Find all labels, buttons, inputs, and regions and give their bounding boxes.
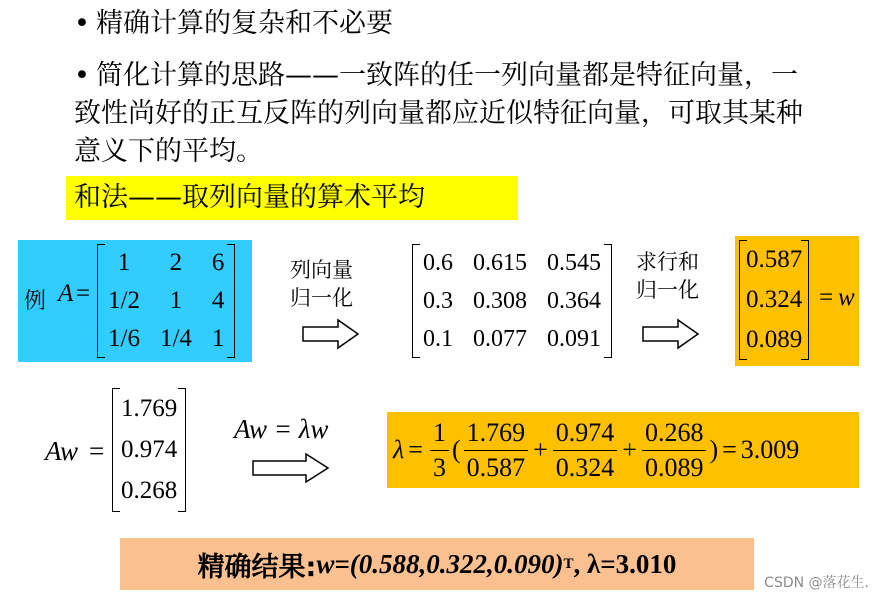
lambda-symbol: λ [393, 435, 405, 464]
ratio-den: 0.587 [466, 452, 526, 482]
lambda-formula-box [387, 412, 859, 488]
w-name: w [838, 284, 855, 311]
ratio-fraction [464, 416, 529, 485]
matrix-A-cell: 1 [169, 287, 183, 314]
example-matrix-box [18, 240, 252, 362]
ratio-num: 1.769 [464, 416, 529, 451]
bullet-2-line-1: 简化计算的思路——一致阵的任一列向量都是特征向量，一 [96, 60, 798, 91]
norm-cell: 0.3 [423, 287, 453, 314]
norm-cell: 0.091 [547, 325, 601, 352]
exact-result-box [120, 538, 754, 590]
matrix-A-cell: 1 [211, 325, 225, 352]
equals-sign: = [722, 435, 737, 464]
norm-cell: 0.077 [473, 325, 527, 352]
right-arrow-icon [302, 318, 360, 350]
equals-sign: = [76, 280, 91, 307]
bullet-dot: • [74, 8, 90, 39]
coef-num: 1 [430, 416, 449, 451]
eigen-equation: Aw = λw [234, 414, 329, 444]
bullet-1 [74, 5, 393, 43]
close-paren: ) [709, 435, 719, 464]
ratio-num: 0.974 [553, 416, 618, 451]
w-cell: 0.089 [746, 326, 803, 353]
open-paren: ( [451, 435, 461, 464]
equals-sign: = [408, 435, 423, 464]
exact-result-w: w=(0.588,0.322,0.090) [316, 548, 564, 579]
w-vector [739, 240, 809, 360]
bullet-1-text: 精确计算的复杂和不必要 [96, 8, 393, 39]
step1-label-line-2: 归一化 [290, 286, 353, 310]
w-vector-box [735, 236, 859, 366]
ratio-den: 0.089 [644, 452, 704, 482]
plus-sign: + [622, 435, 637, 464]
right-arrow-icon [252, 452, 330, 484]
norm-cell: 0.308 [473, 287, 527, 314]
norm-cell: 0.615 [473, 249, 527, 276]
step1-label [290, 256, 353, 312]
bullet-2-line-3: 意义下的平均。 [74, 136, 263, 167]
Aw-vector [112, 388, 186, 512]
right-arrow-icon [642, 318, 700, 350]
matrix-A-cell: 1/6 [108, 325, 140, 352]
matrix-A-cell: 2 [169, 249, 183, 276]
matrix-A-name: A [58, 280, 74, 307]
exact-result-lambda: , λ=3.010 [573, 548, 677, 579]
w-cell: 0.587 [746, 246, 803, 273]
Aw-cell: 0.974 [121, 435, 178, 463]
step2-label [636, 248, 699, 304]
w-cell: 0.324 [746, 286, 803, 313]
bullet-2 [74, 57, 874, 171]
matrix-A-cell: 1/2 [108, 287, 140, 314]
lambda-result: 3.009 [740, 435, 800, 464]
Aw-cell: 1.769 [121, 394, 178, 422]
coef-fraction [430, 416, 449, 485]
matrix-A-cell: 6 [211, 249, 225, 276]
exact-result-sup: T [563, 555, 574, 572]
step2-label-line-2: 归一化 [636, 278, 699, 302]
norm-cell: 0.545 [547, 249, 601, 276]
ratio-num: 0.268 [642, 416, 707, 451]
equals-sign: = [819, 284, 834, 311]
step2-label-line-1: 求行和 [636, 250, 699, 274]
example-label: 例 [24, 289, 47, 314]
step1-label-line-1: 列向量 [290, 258, 353, 282]
bullet-2-line-2: 致性尚好的正互反阵的列向量都应近似特征向量，可取其某种 [74, 98, 803, 129]
matrix-A-cell: 1/4 [159, 325, 192, 352]
bullet-dot: • [74, 60, 90, 91]
ratio-fraction [553, 416, 618, 485]
method-title: 和法——取列向量的算术平均 [66, 176, 518, 220]
matrix-A-cell: 1 [117, 249, 131, 276]
equals-sign: = [89, 436, 105, 466]
coef-den: 3 [432, 452, 446, 482]
norm-cell: 0.1 [423, 325, 453, 352]
norm-cell: 0.364 [547, 287, 601, 314]
Aw-label: Aw [45, 436, 79, 466]
matrix-A-cell: 4 [211, 287, 225, 314]
matrix-A [97, 244, 235, 358]
matrix-normalized [412, 244, 612, 358]
Aw-cell: 0.268 [121, 476, 178, 504]
watermark: CSDN @落花生. [764, 575, 869, 591]
ratio-den: 0.324 [555, 452, 615, 482]
norm-cell: 0.6 [423, 249, 453, 276]
plus-sign: + [533, 435, 548, 464]
exact-result-label: 精确结果: [197, 551, 317, 583]
ratio-fraction [642, 416, 707, 485]
